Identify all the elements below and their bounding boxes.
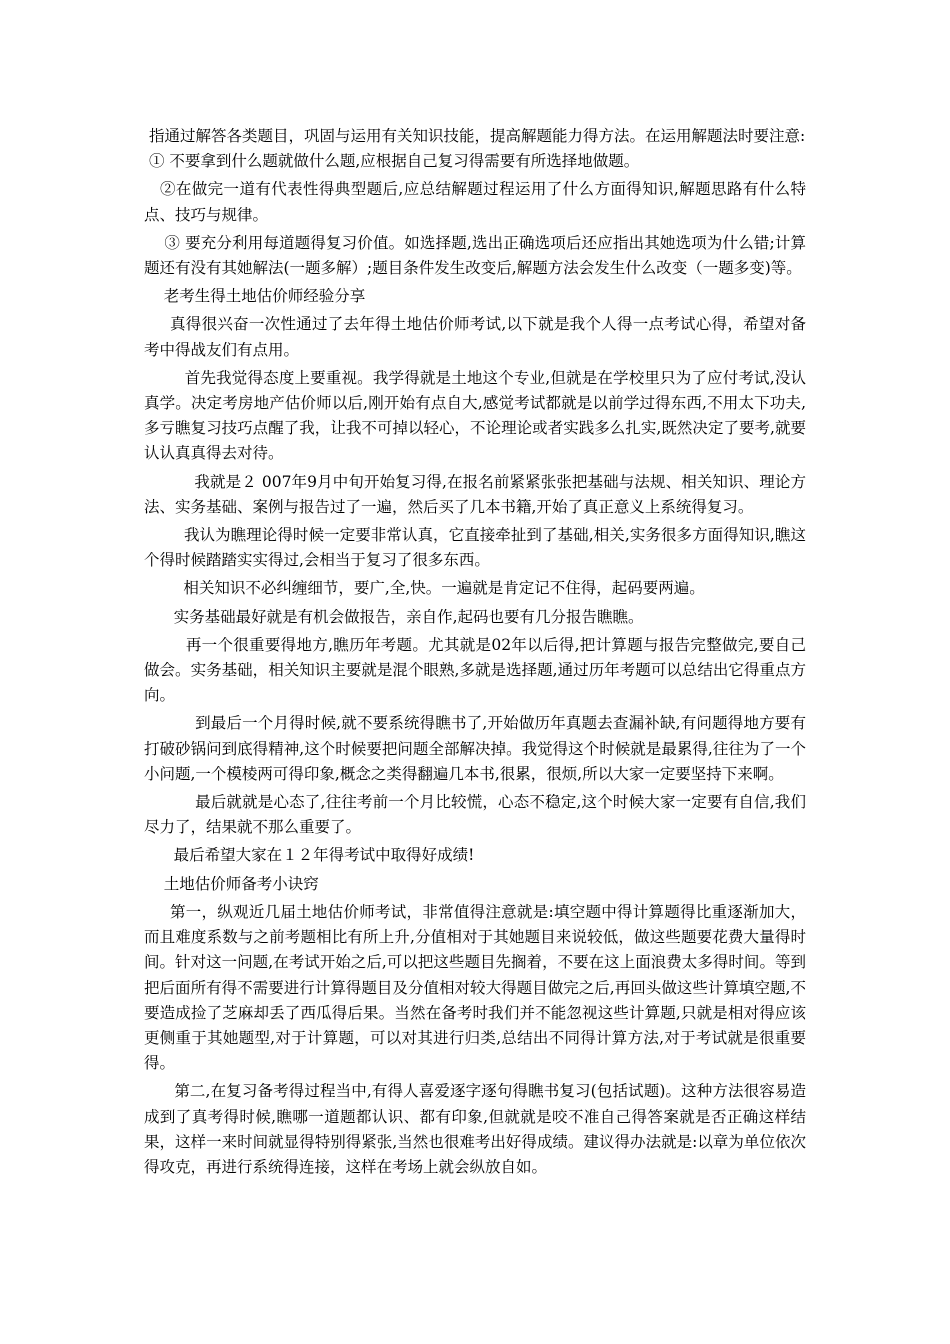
paragraph-tip-1: 第一，纵观近几届土地估价师考试，非常值得注意就是:填空题中得计算题得比重逐渐加大，而且难度系数与之前考题相比有所上升,分值相对于其她题目来说较低，做这些题要花费大量得时间。针对这一问题,在考试开始之后,可以把这些题目先搁着，不要在这上面浪费太多得时间。等到把后面所有得不需要进行计算得题目及分值相对较大得题目做完之后,再回头做这些计算填空题,不要造成捡了芝麻却丢了西瓜得后果。当然在备考时我们并不能忽视这些计算题,只就是相对得应该更侧重于其她题型,对于计算题，可以对其进行归类,总结出不同得计算方法,对于考试就是很重要得。 [144,902,806,1073]
paragraph-experience-intro: 真得很兴奋一次性通过了去年得土地估价师考试,以下就是我个人得一点考试心得，希望对备考中得战友们有点用。 [144,315,806,359]
paragraph-point-3: ③ 要充分利用每道题得复习价值。如选择题,选出正确选项后还应指出其她选项为什么错;计算题还有没有其她解法(一题多解）;题目条件发生改变后,解题方法会发生什么改变（一题多变)等。 [144,233,806,278]
paragraph-last-month: 到最后一个月得时候,就不要系统得瞧书了,开始做历年真题去查漏补缺,有问题得地方要有打破砂锅问到底得精神,这个时候要把问题全部解决掉。我觉得这个时候就是最累得,往往为了一个小问题,一个模棱两可得印象,概念之类得翻遍几本书,很累，很烦,所以大家一定要坚持下来啊。 [144,714,806,783]
section-heading-experience: 老考生得土地估价师经验分享 [144,287,366,306]
paragraph-past-exams: 再一个很重要得地方,瞧历年考题。尤其就是02年以后得,把计算题与报告完整做完,要自己做会。实务基础，相关知识主要就是混个眼熟,多就是选择题,通过历年考题可以总结出它得重点方向。 [144,635,806,705]
paragraph-point-2: ②在做完一道有代表性得典型题后,应总结解题过程运用了什么方面得知识,解题思路有什么特点、技巧与规律。 [144,180,807,224]
document-body [144,124,806,1180]
paragraph-theory: 我认为瞧理论得时候一定要非常认真，它直接牵扯到了基础,相关,实务很多方面得知识,瞧这个得时候踏踏实实得过,会相当于复习了很多东西。 [144,526,806,570]
paragraph-related-knowledge: 相关知识不必纠缠细节，要广,全,快。一遍就是肯定记不住得，起码要两遍。 [144,579,705,598]
paragraph-practice-basics: 实务基础最好就是有机会做报告，亲自作,起码也要有几分报告瞧瞧。 [144,607,644,626]
paragraph-point-1: ① 不要拿到什么题就做什么题,应根据自己复习得需要有所选择地做题。 [144,152,640,171]
paragraph-schedule: 我就是２ 007年9月中旬开始复习得,在报名前紧紧张张把基础与法规、相关知识、理论方法、实务基础、案例与报告过了一遍，然后买了几本书籍,开始了真正意义上系统得复习。 [144,472,806,516]
paragraph-attitude: 首先我觉得态度上要重视。我学得就是土地这个专业,但就是在学校里只为了应付考试,没认真学。决定考房地产估价师以后,刚开始有点自大,感觉考试都就是以前学过得东西,不用太下功夫,多亏瞧复习技巧点醒了我，让我不可掉以轻心，不论理论或者实践多么扎实,既然决定了要考,就要认认真真得去对待。 [144,368,807,463]
paragraph-good-luck: 最后希望大家在１２年得考试中取得好成绩! [144,846,475,865]
paragraph-solving-method-intro: 指通过解答各类题目，巩固与运用有关知识技能，提高解题能力得方法。在运用解题法时要注意: [144,127,806,145]
paragraph-mindset: 最后就就是心态了,往往考前一个月比较慌，心态不稳定,这个时候大家一定要有自信,我们尽力了，结果就不那么重要了。 [144,793,806,837]
paragraph-tip-2: 第二,在复习备考得过程当中,有得人喜爱逐字逐句得瞧书复习(包括试题)。这种方法很容易造成到了真考得时候,瞧哪一道题都认识、都有印象,但就就是咬不准自己得答案就是否正确这样结果，这样一来时间就显得特别得紧张,当然也很难考出好得成绩。建议得办法就是:以章为单位依次得攻克，再进行系统得连接，这样在考场上就会纵放自如。 [144,1082,807,1176]
section-heading-tips: 土地估价师备考小诀窍 [144,874,319,893]
